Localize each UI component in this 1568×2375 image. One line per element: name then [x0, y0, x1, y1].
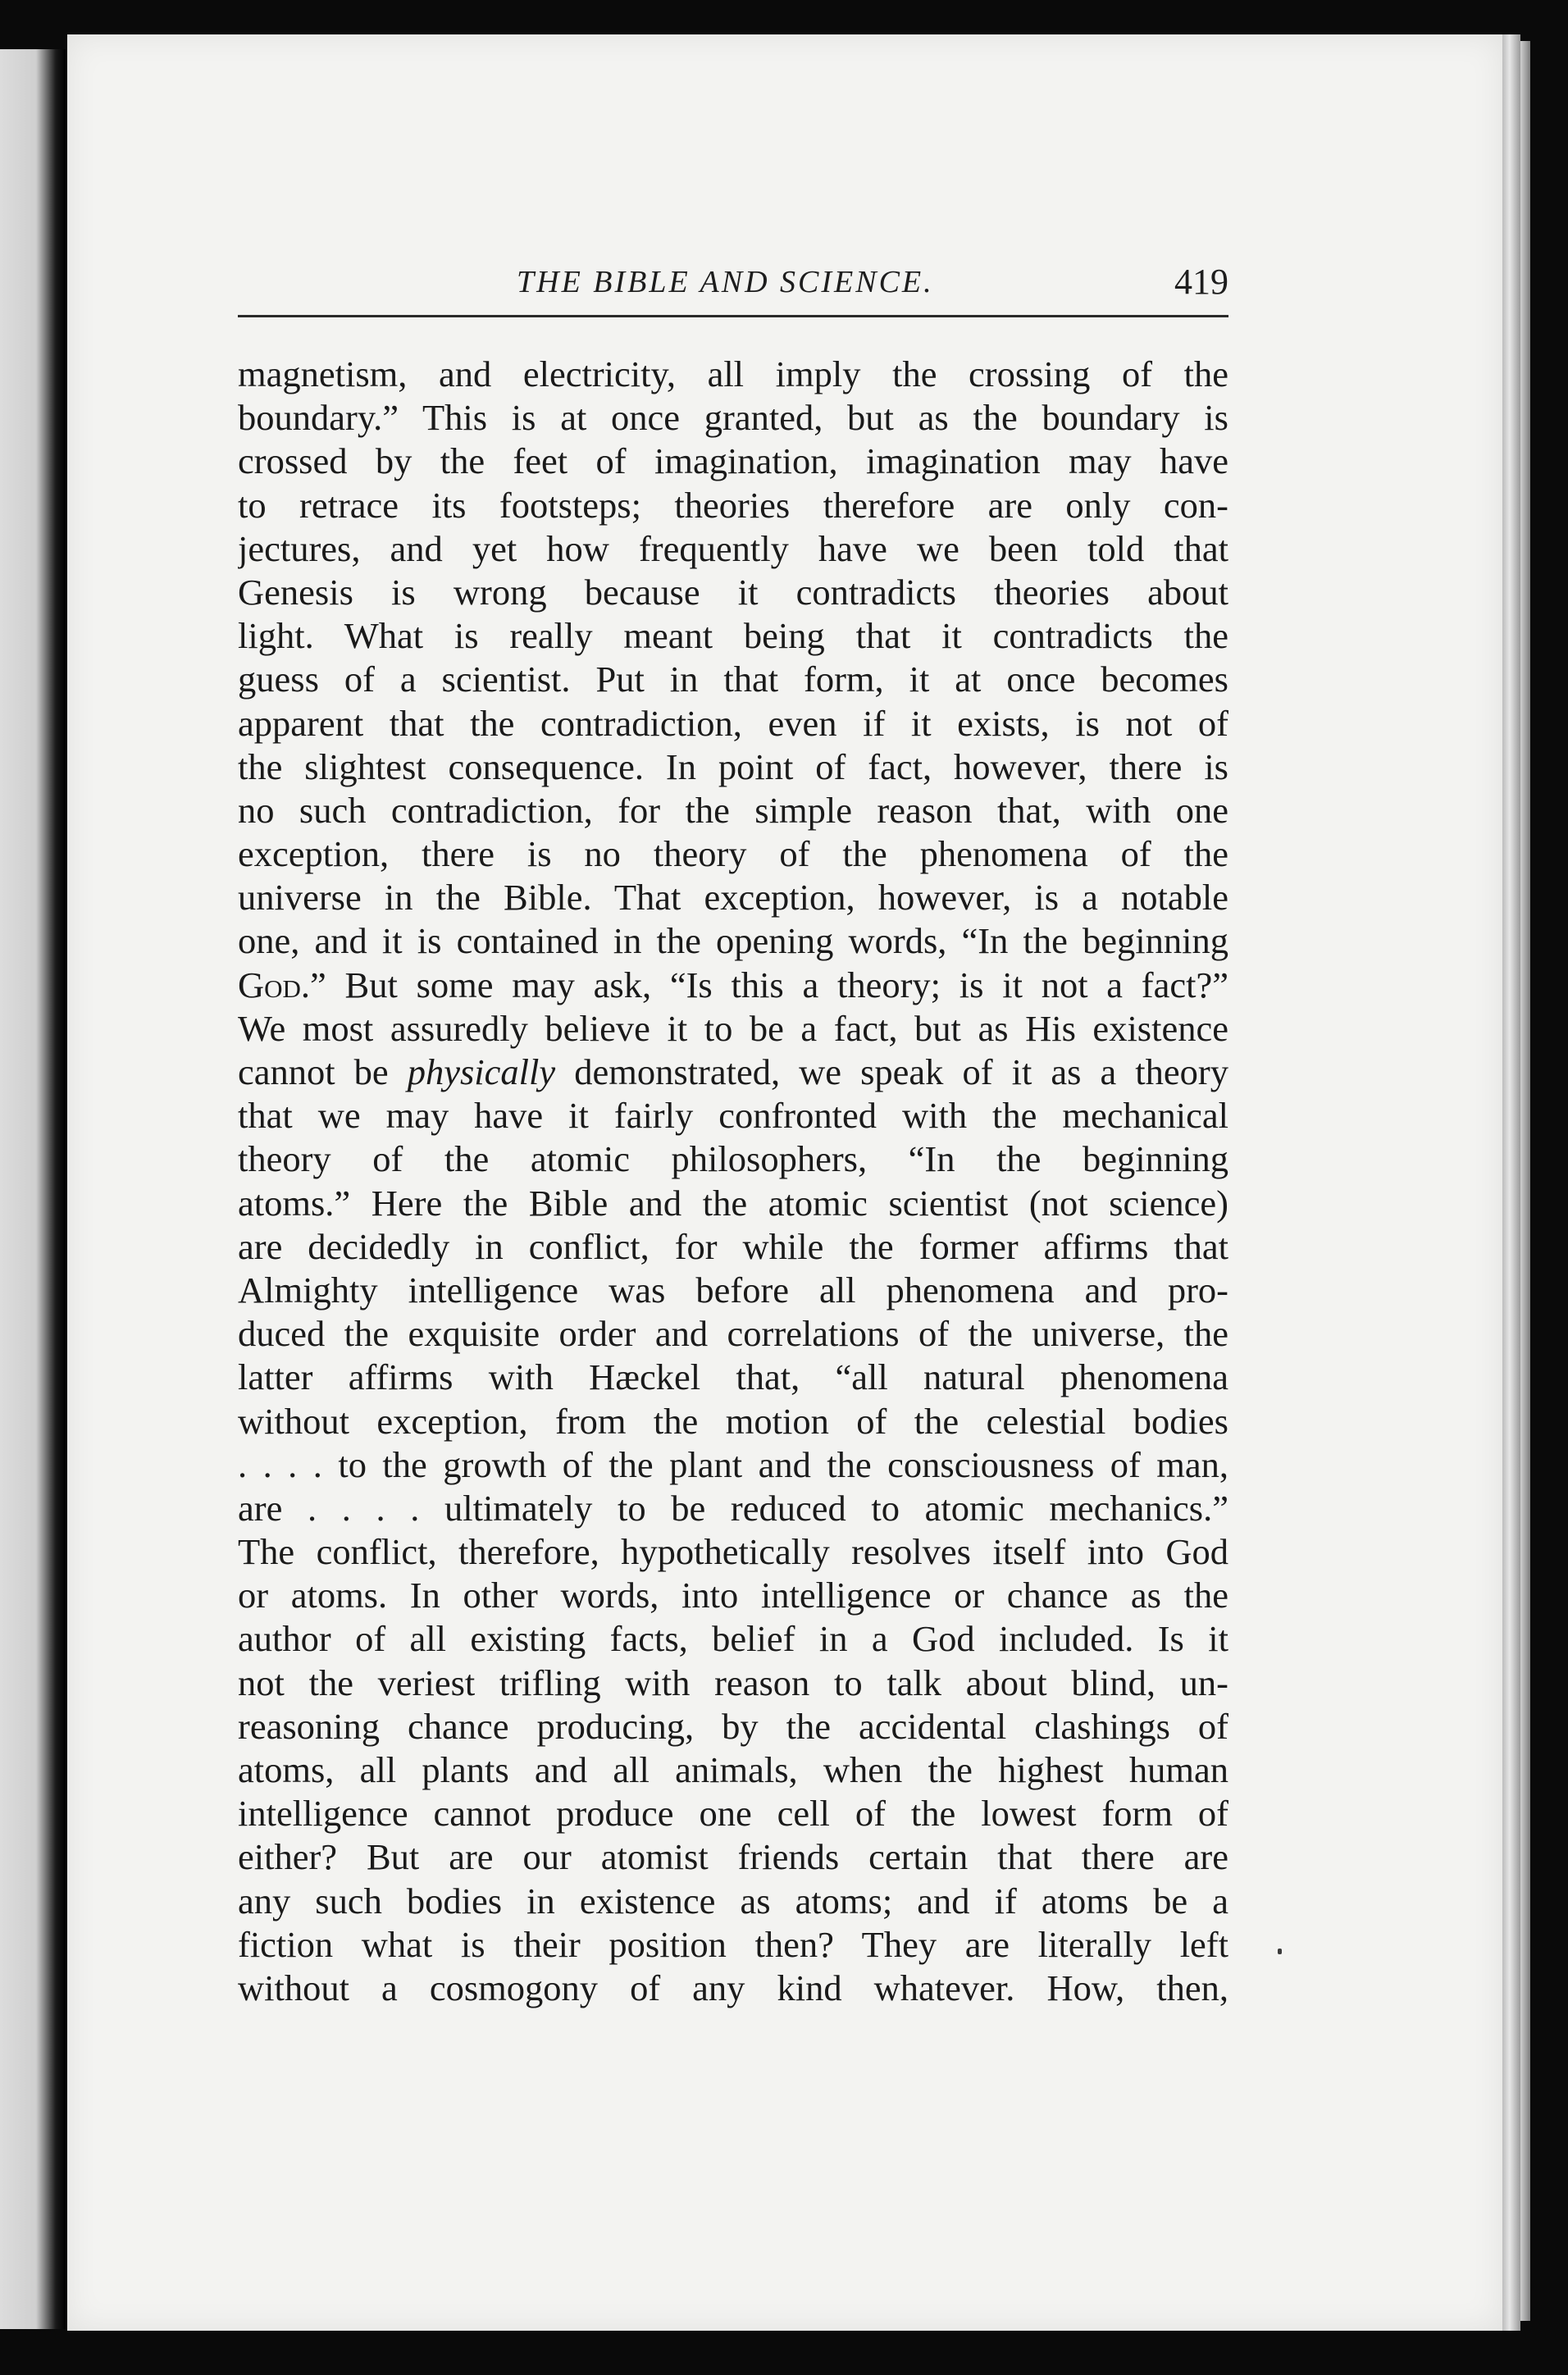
- text-line: are . . . . ultimately to be reduced to atomic mechanics.”: [238, 1487, 1228, 1529]
- text-line: atoms, all plants and all animals, when the highest human: [238, 1749, 1228, 1790]
- text-line: no such contradiction, for the simple reason that, with one: [238, 789, 1228, 831]
- text-line: without a cosmogony of any kind whatever. How, then,: [238, 1967, 1228, 2008]
- page-number: 419: [1174, 262, 1228, 302]
- text-line: universe in the Bible. That exception, however, is a notable: [238, 877, 1228, 919]
- text-line: the slightest consequence. In point of fact, however, there is: [238, 745, 1228, 787]
- physically-line-after: demonstrated, we speak of it as a theory: [555, 1051, 1228, 1092]
- italic-physically: physically: [407, 1051, 556, 1092]
- text-line: magnetism, and electricity, all imply the crossing of the: [238, 353, 1228, 394]
- text-line: light. What is really meant being that it contradicts the: [238, 615, 1228, 657]
- text-line: are decidedly in conflict, for while the former affirms that: [238, 1225, 1228, 1267]
- text-line-physically: [238, 1051, 1228, 1094]
- text-line: author of all existing facts, belief in a God included. Is it: [238, 1618, 1228, 1660]
- left-page-edge: [0, 49, 66, 2329]
- page-stack-edge-outer: [1520, 41, 1530, 2321]
- running-header: [238, 261, 1228, 317]
- small-caps-god: God: [238, 964, 301, 1005]
- text-line: either? But are our atomist friends certain that there are: [238, 1836, 1228, 1878]
- text-line: fiction what is their position then? They are literally left: [238, 1923, 1228, 1965]
- text-line: boundary.” This is at once granted, but as the boundary is: [238, 397, 1228, 439]
- text-line: not the veriest trifling with reason to talk about blind, un-: [238, 1662, 1228, 1703]
- text-line: exception, there is no theory of the phenomena of the: [238, 833, 1228, 875]
- text-line: crossed by the feet of imagination, imagination may have: [238, 440, 1228, 482]
- page-stack-edge: [1502, 34, 1520, 2331]
- text-line: Genesis is wrong because it contradicts theories about: [238, 571, 1228, 613]
- text-line: The conflict, therefore, hypothetically resolves itself into God: [238, 1531, 1228, 1573]
- text-line: that we may have it fairly confronted with the mechanical: [238, 1095, 1228, 1137]
- text-line: duced the exquisite order and correlations of the universe, the: [238, 1313, 1228, 1355]
- physically-line-before: cannot be: [238, 1051, 408, 1092]
- text-line: latter affirms with Hæckel that, “all natural phenomena: [238, 1356, 1228, 1398]
- text-line: Almighty intelligence was before all phenomena and pro-: [238, 1269, 1228, 1311]
- text-line: any such bodies in existence as atoms; and if atoms be a: [238, 1880, 1228, 1921]
- running-title: THE BIBLE AND SCIENCE.: [517, 265, 934, 299]
- text-line: guess of a scientist. Put in that form, it at once becomes: [238, 659, 1228, 700]
- body-text: [238, 353, 1228, 2010]
- god-line-rest: .” But some may ask, “Is this a theory; is it not a fact?”: [300, 964, 1228, 1005]
- text-line: intelligence cannot produce one cell of the lowest form of: [238, 1793, 1228, 1835]
- text-line: or atoms. In other words, into intelligence or chance as the: [238, 1575, 1228, 1616]
- text-line: apparent that the contradiction, even if it exists, is not of: [238, 702, 1228, 744]
- text-line: jectures, and yet how frequently have we been told that: [238, 527, 1228, 569]
- text-line: reasoning chance producing, by the accidental clashings of: [238, 1705, 1228, 1747]
- text-line-god: [238, 964, 1228, 1007]
- text-line: . . . . to the growth of the plant and the consciousness of man,: [238, 1443, 1228, 1485]
- margin-ink-mark: [1278, 1949, 1282, 1954]
- text-line: atoms.” Here the Bible and the atomic scientist (not science): [238, 1182, 1228, 1224]
- text-line: to retrace its footsteps; theories therefore are only con-: [238, 484, 1228, 526]
- text-line: one, and it is contained in the opening words, “In the beginning: [238, 920, 1228, 962]
- text-line: theory of the atomic philosophers, “In the beginning: [238, 1138, 1228, 1180]
- text-line: We most assuredly believe it to be a fact, but as His existence: [238, 1007, 1228, 1049]
- text-line: without exception, from the motion of the celestial bodies: [238, 1400, 1228, 1442]
